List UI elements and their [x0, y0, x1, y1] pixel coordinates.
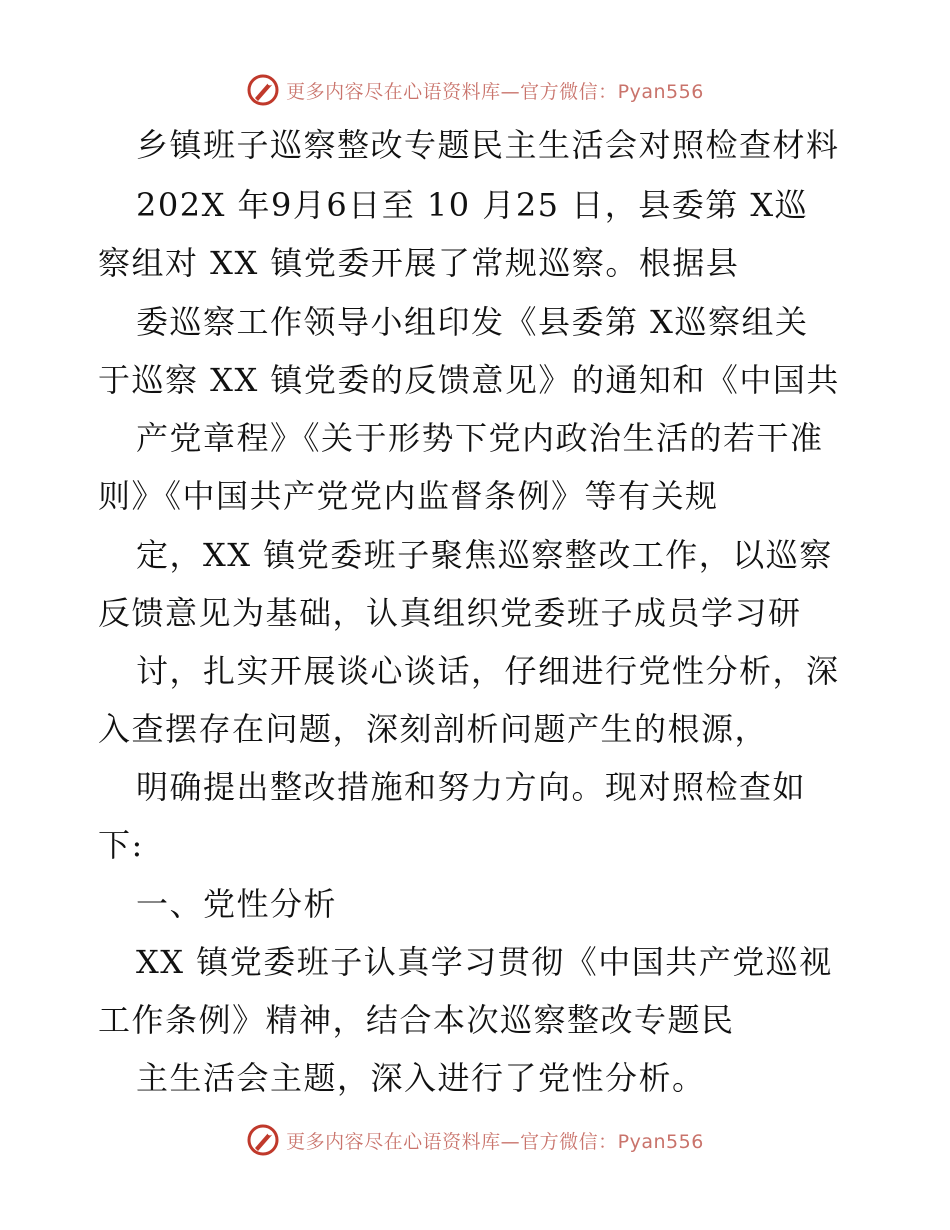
paragraph-line: 下:: [98, 826, 144, 864]
paragraph-line: 定，XX 镇党委班子聚焦巡察整改工作，以巡察: [136, 536, 833, 574]
red-pen-logo-icon: [246, 73, 280, 107]
paragraph-line: 察组对 XX 镇党委开展了常规巡察。根据县: [98, 244, 740, 282]
paragraph-line: 于巡察 XX 镇党委的反馈意见》的通知和《中国共: [98, 361, 840, 399]
paragraph-line: 主生活会主题，深入进行了党性分析。: [136, 1059, 706, 1097]
paragraph-line: 委巡察工作领导小组印发《县委第 X巡察组关: [136, 303, 809, 341]
watermark-text: 更多内容尽在心语资料库—官方微信：Pyan556: [286, 1130, 704, 1153]
document-title: 乡镇班子巡察整改专题民主生活会对照检查材料: [136, 126, 840, 164]
section-heading: 一、党性分析: [136, 885, 338, 923]
paragraph-line: 反馈意见为基础，认真组织党委班子成员学习研: [98, 594, 802, 632]
paragraph-line: 入查摆存在问题，深刻剖析问题产生的根源，: [98, 710, 769, 748]
footer-watermark-banner: [0, 1120, 950, 1160]
paragraph-line: 讨，扎实开展谈心谈话，仔细进行党性分析，深: [136, 652, 840, 690]
red-pen-logo-icon: [246, 1123, 280, 1157]
paragraph-line: 明确提出整改措施和努力方向。现对照检查如: [136, 768, 807, 806]
header-watermark-banner: [0, 70, 950, 110]
paragraph-line: XX 镇党委班子认真学习贯彻《中国共产党巡视: [136, 943, 833, 981]
paragraph-line: 202X 年9月6日至 10 月25 日，县委第 X巡: [136, 186, 809, 224]
paragraph-line: 则》《中国共产党党内监督条例》等有关规: [98, 477, 719, 515]
paragraph-line: 工作条例》精神，结合本次巡察整改专题民: [98, 1001, 735, 1039]
paragraph-line: 产党章程》《关于形势下党内政治生活的若干准: [136, 419, 824, 457]
watermark-text: 更多内容尽在心语资料库—官方微信：Pyan556: [286, 80, 704, 103]
